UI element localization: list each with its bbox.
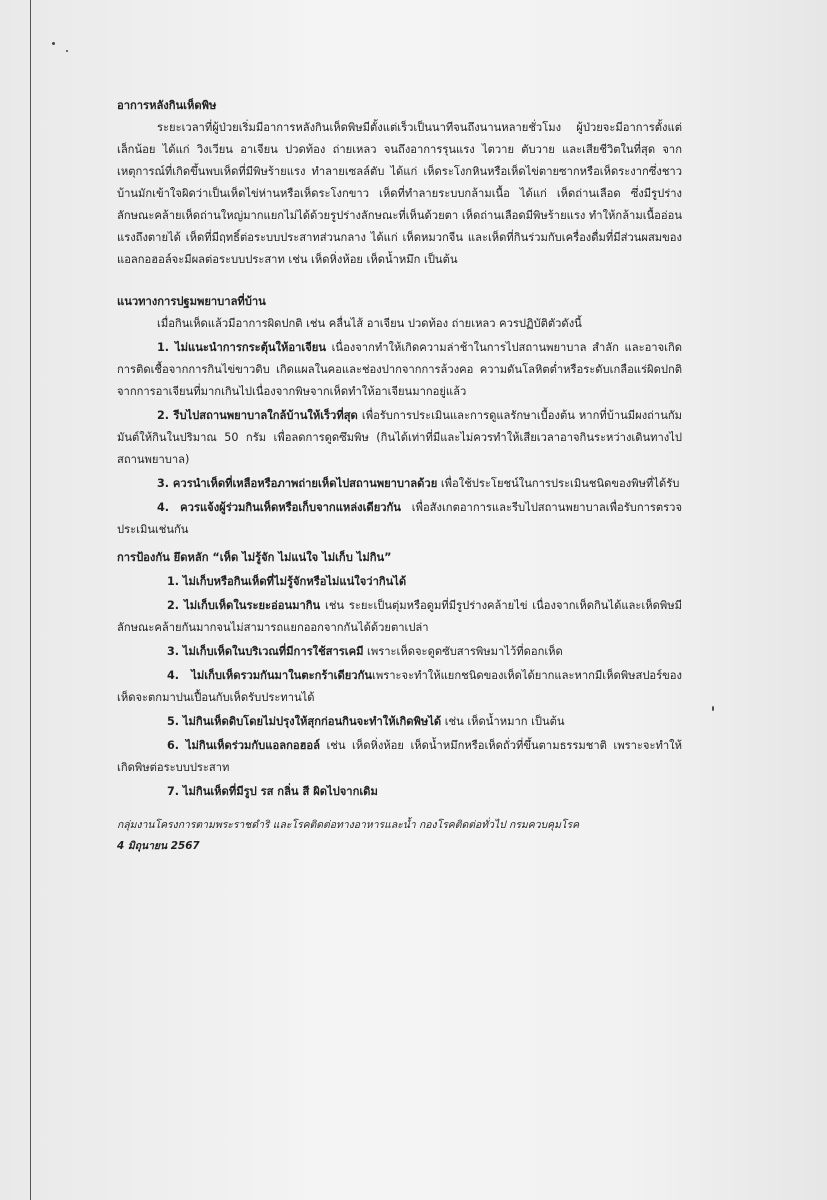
page-edge-line <box>30 0 31 1200</box>
prevention-heading <box>117 547 682 569</box>
prevention-item-title: 7. ไม่กินเห็ดที่มีรูป รส กลิ่น สี ผิดไปจากเดิม <box>167 785 378 798</box>
first-aid-item-title: 3. ควรนำเห็ดที่เหลือหรือภาพถ่ายเห็ดไปสถานพยาบาลด้วย <box>157 477 438 490</box>
document-body <box>117 95 682 857</box>
first-aid-item-title: 4. ควรแจ้งผู้ร่วมกินเห็ดหรือเก็บจากแหล่งเดียวกัน <box>157 501 401 514</box>
first-aid-item-text: เพื่อใช้ประโยชน์ในการประเมินชนิดของพิษที่ได้รับ <box>437 477 680 490</box>
document-footer <box>117 815 682 857</box>
first-aid-intro: เมื่อกินเห็ดแล้วมีอาการผิดปกติ เช่น คลื่นไส้ อาเจียน ปวดท้อง ถ่ายเหลว ควรปฏิบัติตัวดังนี้ <box>157 317 582 330</box>
prevention-item-title: 4. ไม่เก็บเห็ดรวมกันมาในตะกร้าเดียวกัน <box>167 669 373 682</box>
symptoms-paragraph: ระยะเวลาที่ผู้ป่วยเริ่มมีอาการหลังกินเห็ดพิษมีตั้งแต่เร็วเป็นนาทีจนถึงนานหลายชั่วโมง ผู้ป่วยจะมีอาการตั้งแต่เล็กน้อย ได้แก่ วิงเวียน อาเจียน ปวดท้อง ถ่ายเหลว จนถึงอาการรุนแรง ไตวาย ตับวาย และเสียชีวิตในที่สุด จากเหตุการณ์ที่เกิดขึ้นพบเห็ดที่มีพิษร้ายแรง ทำลายเซลล์ตับ ได้แก่ เห็ดระโงกหินหรือเห็ดไข่ตายซากหรือเห็ดระงากซึ่งชาวบ้านมักเข้าใจผิดว่าเป็นเห็ดไข่ห่านหรือเห็ดระโงกขาว เห็ดที่ทำลายระบบกล้ามเนื้อ ได้แก่ เห็ดถ่านเลือด ซึ่งมีรูปร่างลักษณะคล้ายเห็ดถ่านใหญ่มากแยกไม่ได้ด้วยรูปร่างลักษณะที่เห็นด้วยตา เห็ดถ่านเลือดมีพิษร้ายแรง ทำให้กล้ามเนื้ออ่อนแรงถึงตายได้ เห็ดที่มีฤทธิ์ต่อระบบประสาทส่วนกลาง ได้แก่ เห็ดหมวกจีน และเห็ดที่กินร่วมกับเครื่องดื่มที่มีส่วนผสมของแอลกอฮอล์จะมีผลต่อระบบประสาท เช่น เห็ดหิ่งห้อย เห็ดน้ำหมึก เป็นต้น <box>117 121 682 266</box>
scan-speck <box>66 50 68 52</box>
prevention-item-text: เช่น เห็ดหิ่งห้อย เห็ดน้ำหมึกหรือเห็ดถั่วที่ขึ้นตามธรรมชาติ เพราะจะทำให้เกิดพิษต่อระบบประสาท <box>117 739 682 774</box>
prevention-item-title: 2. ไม่เก็บเห็ดในระยะอ่อนมากิน <box>167 599 321 612</box>
spacer <box>117 271 682 291</box>
first-aid-item <box>117 337 682 403</box>
prevention-item-title: 6. ไม่กินเห็ดร่วมกับแอลกอฮอล์ <box>167 739 320 752</box>
footer-source: กลุ่มงานโครงการตามพระราชดำริ และโรคติดต่อทางอาหารและน้ำ กองโรคติดต่อทั่วไป กรมควบคุมโรค <box>117 819 580 831</box>
first-aid-item-text: เนื่องจากทำให้เกิดความล่าช้าในการไปสถานพยาบาล สำลัก และอาจเกิดการติดเชื้อจากการกินไข่ขาวดิบ เกิดแผลในคอและช่องปากจากการล้วงคอ ความดันโลหิตต่ำหรือระดับเกลือแร่ผิดปกติจากการอาเจียนที่มากเกินไปเนื่องจากพิษจากเห็ดทำให้อาเจียนมากอยู่แล้ว <box>117 341 682 398</box>
prevention-item <box>117 665 682 709</box>
first-aid-item <box>117 473 682 495</box>
section-heading-first-aid: แนวทางการปฐมพยาบาลที่บ้าน <box>117 295 266 308</box>
first-aid-item-title: 2. รีบไปสถานพยาบาลใกล้บ้านให้เร็วที่สุด <box>157 409 358 422</box>
first-aid-item-title: 1. ไม่แนะนำการกระตุ้นให้อาเจียน <box>157 341 326 354</box>
prevention-item-title: 3. ไม่เก็บเห็ดในบริเวณที่มีการใช้สารเคมี <box>167 645 364 658</box>
prevention-item <box>117 571 682 593</box>
first-aid-item <box>117 497 682 541</box>
prevention-heading-quote: “เห็ด ไม่รู้จัก ไม่แน่ใจ ไม่เก็บ ไม่กิน” <box>212 551 392 564</box>
first-aid-item-text: เพื่อรับการประเมินและการดูแลรักษาเบื้องต้น หากที่บ้านมีผงถ่านกัมมันต์ให้กินในปริมาณ 50 กรัม เพื่อลดการดูดซึมพิษ (กินได้เท่าที่มีและไม่ควรทำให้เสียเวลาอาจกินระหว่างเดินทางไปสถานพยาบาล) <box>117 409 683 466</box>
prevention-item <box>117 781 682 803</box>
prevention-item-text: เพราะเห็ดจะดูดซับสารพิษมาไว้ที่ดอกเห็ด <box>363 645 563 658</box>
prevention-item-title: 1. ไม่เก็บหรือกินเห็ดที่ไม่รู้จักหรือไม่แน่ใจว่ากินได้ <box>167 575 407 588</box>
prevention-item-text: เพราะจะทำให้แยกชนิดของเห็ดได้ยากและหากมีเห็ดพิษสปอร์ของเห็ดจะตกมาปนเปื้อนกับเห็ดรับประทานได้ <box>117 669 682 704</box>
prevention-item <box>117 735 682 779</box>
prevention-item <box>117 595 682 639</box>
prevention-item-text: เช่น ระยะเป็นตุ่มหรือดูมที่มีรูปร่างคล้ายไข่ เนื่องจากเห็ดกินได้และเห็ดพิษมีลักษณะคล้ายกันมากจนไม่สามารถแยกออกจากกันได้ด้วยตาเปล่า <box>117 599 682 634</box>
scan-speck <box>712 706 714 711</box>
section-heading-symptoms: อาการหลังกินเห็ดพิษ <box>117 99 217 112</box>
prevention-item-text: เช่น เห็ดน้ำหมาก เป็นต้น <box>441 715 565 728</box>
prevention-item <box>117 641 682 663</box>
prevention-item-title: 5. ไม่กินเห็ดดิบโดยไม่ปรุงให้สุกก่อนกินจะทำให้เกิดพิษได้ <box>167 715 442 728</box>
prevention-item <box>117 711 682 733</box>
scan-speck <box>52 42 55 45</box>
first-aid-item-text: เพื่อสังเกตอาการและรีบไปสถานพยาบาลเพื่อรับการตรวจประเมินเช่นกัน <box>117 501 682 536</box>
footer-date: 4 มิถุนายน 2567 <box>117 840 200 852</box>
first-aid-item <box>117 405 682 471</box>
prevention-heading-prefix: การป้องกัน ยึดหลัก <box>117 551 213 564</box>
